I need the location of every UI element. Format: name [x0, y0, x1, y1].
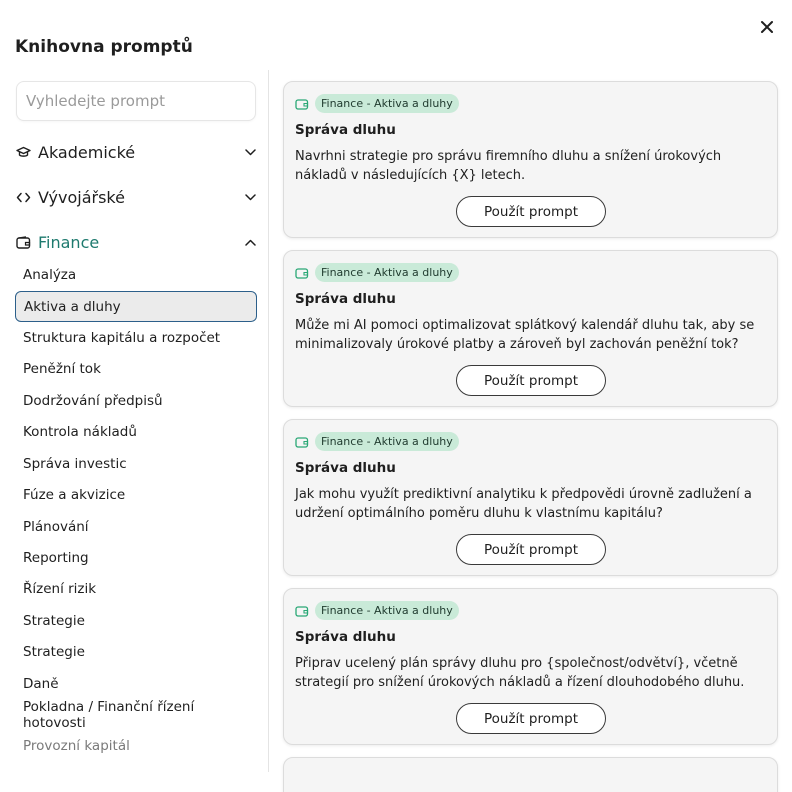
card-title: Správa dluhu: [295, 291, 396, 307]
prompt-card: [283, 81, 778, 238]
subcategory-dodrzovani-predpisu[interactable]: Dodržování předpisů: [23, 392, 163, 409]
close-button[interactable]: [757, 17, 777, 37]
card-title: Správa dluhu: [295, 629, 396, 645]
subcategory-struktura-kapitalu[interactable]: Struktura kapitálu a rozpočet: [23, 329, 221, 346]
wallet-icon: [295, 97, 309, 111]
search-input[interactable]: [16, 81, 256, 121]
wallet-icon: [295, 435, 309, 449]
use-prompt-button[interactable]: Použít prompt: [456, 365, 606, 396]
prompt-card: [283, 588, 778, 745]
use-prompt-button[interactable]: Použít prompt: [456, 534, 606, 565]
use-prompt-button[interactable]: Použít prompt: [456, 703, 606, 734]
wallet-icon: [295, 266, 309, 280]
subcategory-kontrola-nakladu[interactable]: Kontrola nákladů: [23, 423, 137, 440]
subcategory-analyza[interactable]: Analýza: [23, 266, 77, 283]
dialog-title: Knihovna promptů: [15, 37, 193, 57]
card-title: Správa dluhu: [295, 460, 396, 476]
category-vyvojarske[interactable]: [15, 184, 257, 210]
subcategory-reporting[interactable]: Reporting: [23, 549, 89, 566]
subcategory-sprava-investic[interactable]: Správa investic: [23, 455, 127, 472]
subcategory-pokladna[interactable]: Pokladna / Finanční řízení hotovosti: [23, 698, 195, 731]
subcategory-strategie-2[interactable]: Strategie: [23, 643, 85, 660]
category-akademicke[interactable]: [15, 139, 257, 165]
subcategory-provozni-kapital[interactable]: Provozní kapitál: [23, 737, 130, 754]
prompt-card: [283, 419, 778, 576]
category-tag: Finance - Aktiva a dluhy: [315, 601, 459, 620]
subcategory-dane[interactable]: Daně: [23, 675, 59, 692]
code-icon: [15, 189, 31, 205]
subcategory-rizeni-rizik[interactable]: Řízení rizik: [23, 580, 97, 597]
category-label: Vývojářské: [38, 187, 125, 207]
category-label: Finance: [38, 232, 100, 252]
close-icon: [760, 20, 774, 34]
chevron-down-icon: [243, 145, 257, 159]
wallet-icon: [15, 234, 31, 250]
category-tag: Finance - Aktiva a dluhy: [315, 263, 459, 282]
category-tag: Finance - Aktiva a dluhy: [315, 432, 459, 451]
use-prompt-button[interactable]: Použít prompt: [456, 196, 606, 227]
category-label: Akademické: [38, 142, 136, 162]
card-text: Připrav ucelený plán správy dluhu pro {společnost/odvětví}, včetně strategií pro snížení úrokových nákladů a řízení dlouhodobého dluhu.: [295, 656, 745, 690]
category-tag: Finance - Aktiva a dluhy: [315, 94, 459, 113]
prompt-list: [270, 70, 792, 792]
card-text: Jak mohu využít prediktivní analytiku k předpovědi úrovně zadlužení a udržení optimálního poměru dluhu k vlastnímu kapitálu?: [295, 487, 752, 521]
card-text: Navrhni strategie pro správu firemního dluhu a snížení úrokových nákladů v následujících {X} letech.: [295, 149, 722, 183]
card-text: Může mi AI pomoci optimalizovat splátkový kalendář dluhu tak, aby se minimalizovaly úrokové platby a zároveň byl zachován peněžní tok?: [295, 318, 755, 352]
chevron-up-icon: [243, 235, 257, 249]
wallet-icon: [295, 604, 309, 618]
card-title: Správa dluhu: [295, 122, 396, 138]
category-finance[interactable]: [15, 229, 257, 255]
subcategory-strategie[interactable]: Strategie: [23, 612, 85, 629]
graduation-cap-icon: [15, 144, 31, 160]
subcategory-planovani[interactable]: Plánování: [23, 518, 89, 535]
subcategory-fuze-a-akvizice[interactable]: Fúze a akvizice: [23, 486, 126, 503]
prompt-card: [283, 250, 778, 407]
chevron-down-icon: [243, 190, 257, 204]
subcategory-aktiva-a-dluhy[interactable]: Aktiva a dluhy: [15, 291, 257, 322]
sidebar: [15, 70, 269, 772]
prompt-card-partial: [283, 757, 778, 792]
subcategory-penezni-tok[interactable]: Peněžní tok: [23, 360, 101, 377]
